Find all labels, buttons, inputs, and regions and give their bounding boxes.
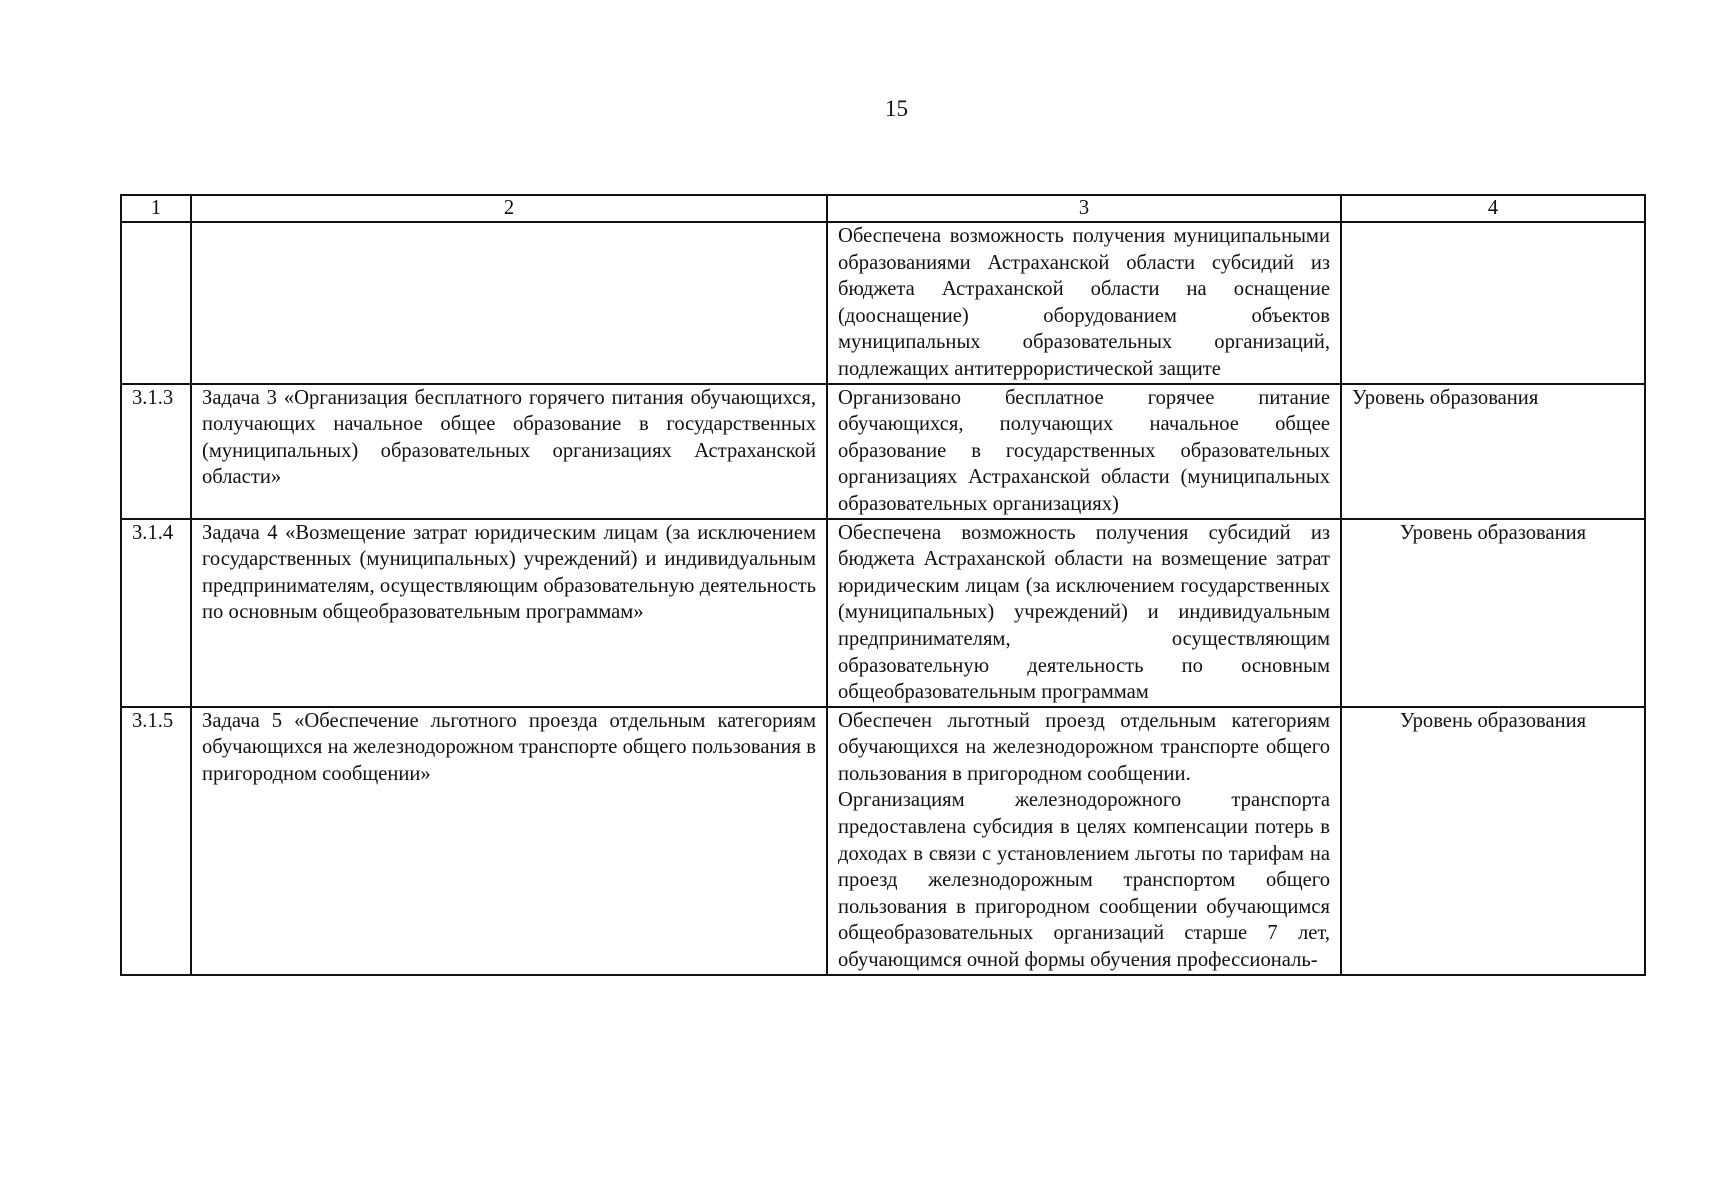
column-header-1: 1 (121, 195, 191, 222)
row-number: 3.1.5 (121, 707, 191, 975)
level-cell: Уровень образования (1341, 384, 1645, 519)
task-cell: Задача 5 «Обеспечение льготного проезда отдельным категориям обучающихся на железнодорожном транспорте общего пользования в пригородном сообщении» (191, 707, 827, 975)
result-paragraph: Обеспечен льготный проезд отдельным категориям обучающихся на железнодорожном транспорте общего пользования в пригородном сообщении. (838, 709, 1330, 785)
table-row (121, 384, 1645, 519)
column-header-4: 4 (1341, 195, 1645, 222)
level-cell: Уровень образования (1341, 707, 1645, 975)
level-cell: Уровень образования (1341, 519, 1645, 707)
result-paragraph: Организациям железнодорожного транспорта предоставлена субсидия в целях компенсации потерь в доходах в связи с установлением льготы по тарифам на проезд железнодорожным транспортом общего пользования в пригородном сообщении обучающимся общеобразовательных организаций старше 7 лет, обучающимся очной формы обучения профессиональ- (838, 789, 1330, 972)
task-cell: Задача 3 «Организация бесплатного горячего питания обучающихся, получающих начальное общее образование в государственных (муниципальных) образовательных организациях Астраханской области» (191, 384, 827, 519)
result-cell (827, 707, 1341, 975)
table-header-row (121, 195, 1645, 222)
table-row (121, 222, 1645, 384)
result-paragraph: Обеспечена возможность получения муниципальными образованиями Астраханской области субсидий из бюджета Астраханской области на оснащение (дооснащение) оборудованием объектов муниципальных образовательных организаций, подлежащих антитеррористической защите (838, 225, 1330, 380)
result-cell (827, 384, 1341, 519)
page-number: 15 (885, 96, 908, 121)
table-row (121, 707, 1645, 975)
task-cell (191, 222, 827, 384)
result-paragraph: Обеспечена возможность получения субсидий из бюджета Астраханской области на возмещение затрат юридическим лицам (за исключением государственных (муниципальных) учреждений) и индивидуальным предпринимателям, осуществляющим образовательную деятельность по основным общеобразовательным программам (838, 521, 1330, 704)
result-paragraph: Организовано бесплатное горячее питание обучающихся, получающих начальное общее образование в государственных образовательных организациях Астраханской области (муниципальных образовательных организациях) (838, 386, 1330, 515)
program-table (120, 194, 1646, 976)
column-header-3: 3 (827, 195, 1341, 222)
row-number (121, 222, 191, 384)
task-cell: Задача 4 «Возмещение затрат юридическим лицам (за исключением государственных (муниципальных) учреждений) и индивидуальным предпринимателям, осуществляющим образовательную деятельность по основным общеобразовательным программам» (191, 519, 827, 707)
result-cell (827, 519, 1341, 707)
table-row (121, 519, 1645, 707)
result-cell (827, 222, 1341, 384)
row-number: 3.1.3 (121, 384, 191, 519)
level-cell (1341, 222, 1645, 384)
row-number: 3.1.4 (121, 519, 191, 707)
column-header-2: 2 (191, 195, 827, 222)
